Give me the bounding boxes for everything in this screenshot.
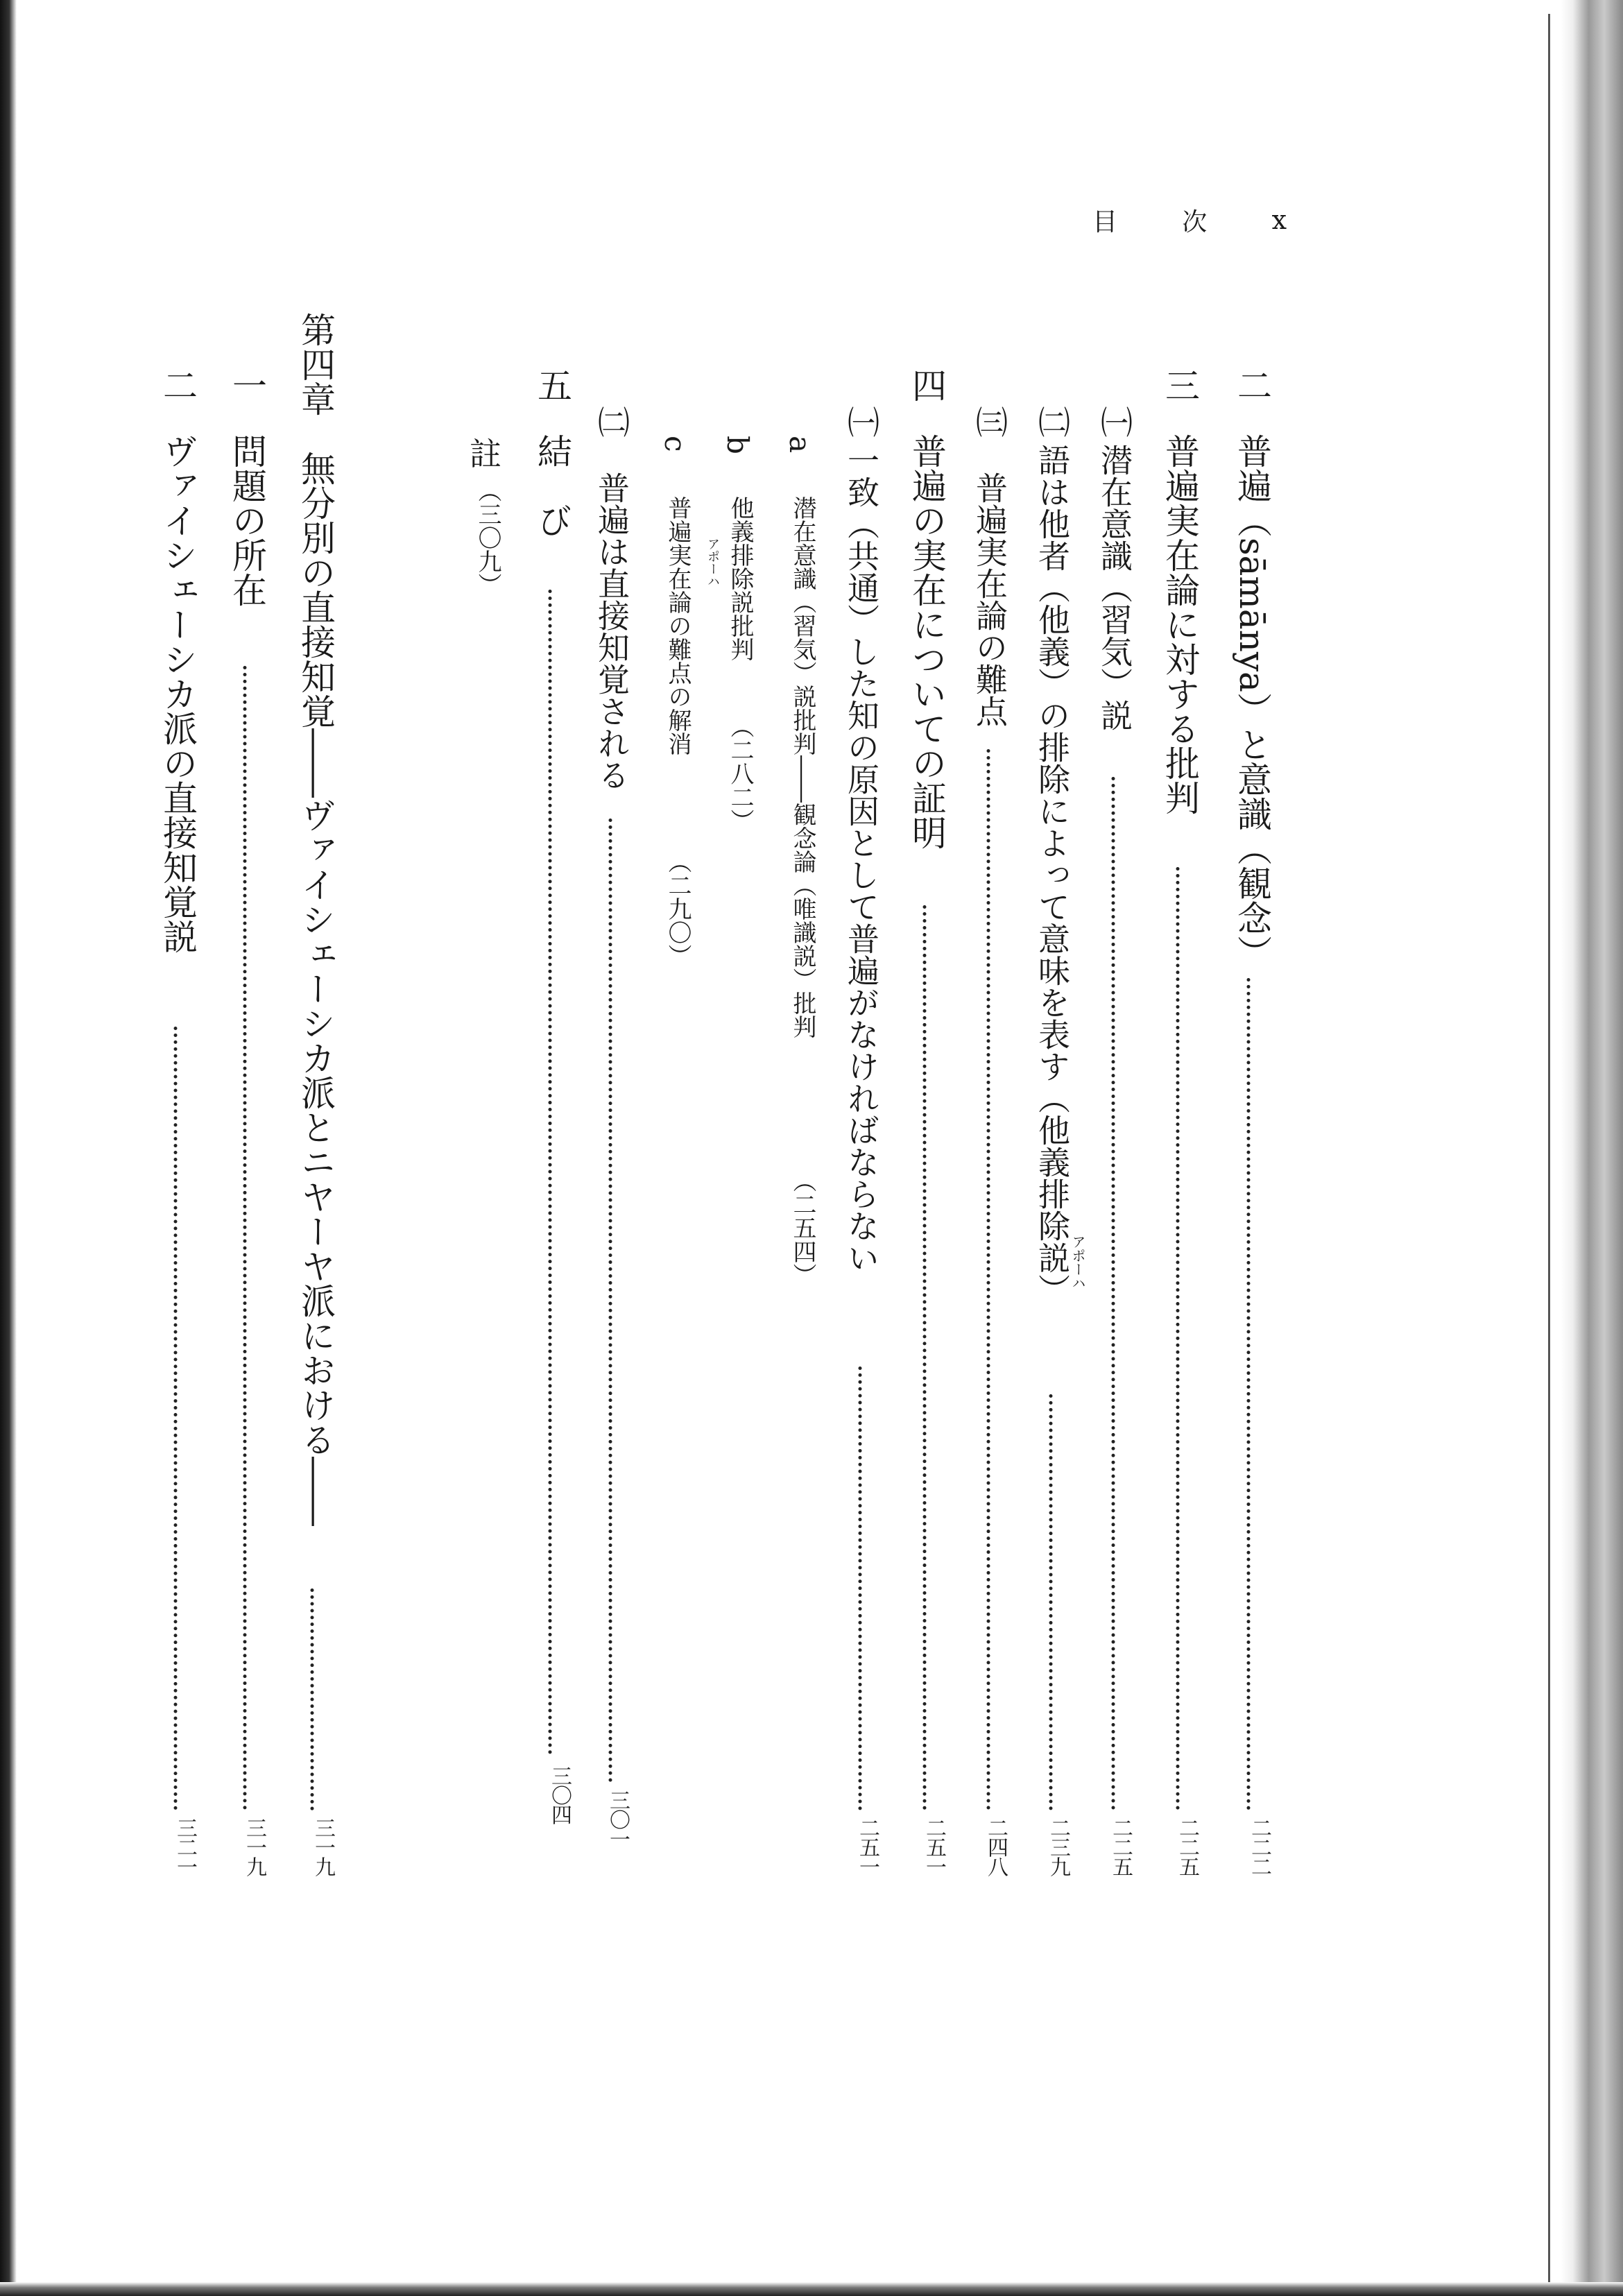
scan-right-edge [1561, 0, 1623, 2296]
toc-title: 結 び [532, 434, 572, 538]
toc-entry [1033, 0, 1071, 2296]
toc-entry [905, 0, 947, 2296]
toc-title: 普遍実在論の難点の解消 [664, 496, 692, 755]
leader-dots [311, 1588, 314, 1810]
toc-title: ヴァイシェーシカ派の直接知覚説 [157, 434, 198, 954]
toc-page: 三〇四 [547, 1765, 572, 1824]
toc-title: 一致（共通）した知の原因として普遍がなければならない [843, 444, 880, 1274]
toc-entry [658, 0, 692, 2296]
toc-page: 二三九 [1046, 1817, 1070, 1876]
leader-dots [1247, 978, 1251, 1810]
toc-page: 二二二 [1247, 1817, 1271, 1876]
toc-marker: 二 [157, 368, 198, 402]
toc-title: 問題の所在 [227, 434, 267, 607]
toc-title: 普遍実在論の難点 [971, 472, 1008, 727]
toc-note: （三〇九） [474, 479, 501, 597]
leader-dots [1176, 867, 1180, 1810]
toc-entry [465, 0, 502, 2296]
toc-title: 第四章 無分別の直接知覚――ヴァイシェーシカ派とニヤーヤ派における―― [295, 312, 336, 1526]
toc-entry [721, 0, 755, 2296]
toc-page: 三〇一 [606, 1790, 630, 1848]
toc-entry chapter-heading [291, 0, 336, 2296]
toc-entry [1158, 0, 1200, 2296]
toc-marker: 五 [532, 368, 572, 402]
leader-dots [174, 1027, 178, 1810]
leader-dots [923, 905, 927, 1810]
toc-title: 潜在意識（習気）説 [1096, 444, 1133, 731]
toc-note: （二九〇） [664, 850, 692, 968]
toc-entry [225, 0, 267, 2296]
toc-marker: c [658, 436, 692, 452]
toc-page: 三一九 [242, 1817, 266, 1876]
toc-entry [1228, 0, 1272, 2296]
toc-marker: 四 [907, 368, 947, 402]
toc-title: 普遍は直接知覚される [593, 472, 630, 791]
toc-title: 他義排除説批判 [726, 496, 754, 661]
toc-marker: b [721, 436, 755, 454]
toc-marker: 二 [1232, 368, 1272, 402]
page-folio: x [1271, 205, 1287, 235]
toc-entry [971, 0, 1006, 2296]
toc-marker: ㈡ [1033, 406, 1071, 438]
toc-marker: 三 [1160, 368, 1200, 402]
header-label-right: 次 [1182, 207, 1208, 237]
toc-title: 普遍実在論に対する批判 [1160, 434, 1200, 815]
leader-dots [609, 819, 612, 1783]
leader-dots [1112, 777, 1115, 1810]
toc-entry [1096, 0, 1131, 2296]
toc-title: 註 [465, 437, 502, 469]
leader-dots [987, 749, 990, 1810]
toc-marker: ㈠ [843, 406, 880, 438]
toc-entry [843, 0, 880, 2296]
toc-entry [783, 0, 817, 2296]
toc-note: （二八二） [726, 714, 754, 832]
leader-dots [1049, 1394, 1053, 1810]
toc-page: 三一九 [311, 1817, 335, 1876]
toc-page: 三二一 [173, 1817, 197, 1876]
toc-page: 二四八 [984, 1817, 1008, 1876]
toc-entry [531, 0, 572, 2296]
toc-marker: a [783, 436, 817, 454]
scan-page-edge-line [1548, 14, 1550, 2282]
leader-dots [859, 1367, 862, 1810]
toc-title: 普遍の実在についての証明 [907, 434, 947, 850]
toc-marker: 一 [227, 368, 267, 402]
toc-marker: ㈠ [1096, 406, 1133, 438]
toc-marker: ㈢ [971, 406, 1008, 438]
leader-dots [243, 666, 247, 1810]
scan-left-edge [0, 0, 17, 2296]
toc-ruby: アポーハ [705, 538, 720, 588]
toc-ruby: アポーハ [1070, 1235, 1086, 1290]
toc-title: 普遍（sāmānya）と意識（観念） [1232, 434, 1272, 970]
toc-entry [593, 0, 628, 2296]
toc-title: 語は他者（他義）の排除によって意味を表す（他義排除説） [1033, 444, 1071, 1305]
toc-marker: ㈡ [593, 406, 630, 438]
toc-page: 二五一 [922, 1817, 946, 1876]
toc-note: （二五四） [789, 1169, 816, 1287]
toc-page: 二五一 [855, 1817, 879, 1876]
leader-dots [549, 590, 552, 1755]
toc-page: 二二五 [1175, 1817, 1199, 1876]
toc-entry [156, 0, 198, 2296]
toc-title: 潜在意識（習気）説批判――観念論（唯識説）批判 [789, 496, 816, 1038]
header-label-left: 目 [1092, 207, 1118, 237]
toc-page: 二二五 [1108, 1817, 1133, 1876]
